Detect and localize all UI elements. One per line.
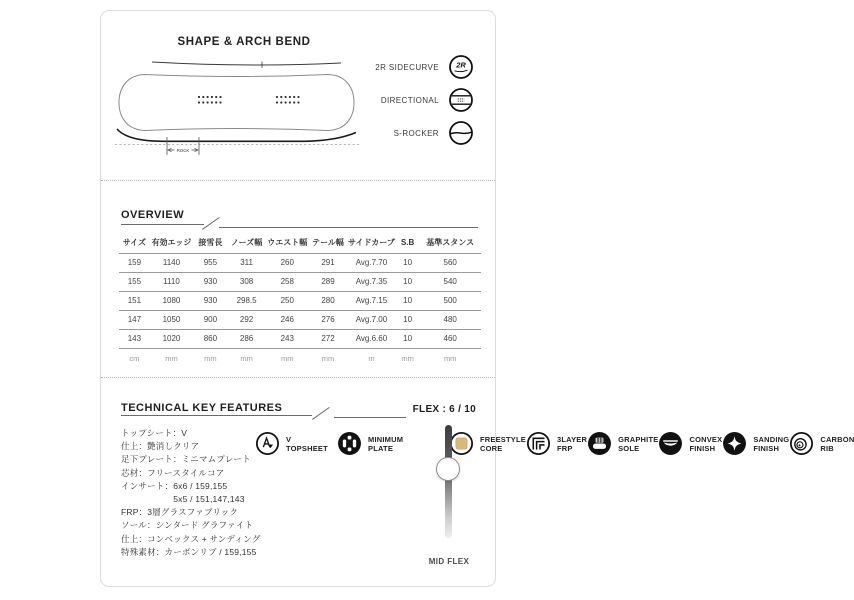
unit-cell: mm — [321, 353, 335, 363]
feature-convex-finish — [658, 425, 722, 463]
spec-line: FRP：3層グラスファブリック — [121, 507, 239, 518]
table-cell: 900 — [193, 310, 227, 329]
table-cell: 10 — [396, 253, 420, 272]
table-cell: 311 — [228, 253, 266, 272]
spec-line: 足下プレート：ミニマムプレート — [121, 454, 251, 465]
feature-minimum-plate — [337, 425, 449, 463]
feature-label: MINIMUM PLATE — [368, 434, 404, 453]
3layer-frp-icon — [526, 431, 551, 456]
table-row — [119, 310, 481, 329]
table-row — [119, 272, 481, 291]
technical-section-title: TECHNICAL KEY FEATURES — [121, 402, 283, 414]
table-cell: 930 — [193, 291, 227, 310]
s-rocker-icon — [448, 120, 474, 146]
table-cell: 159 — [119, 253, 150, 272]
overview-section-title: OVERVIEW — [121, 209, 185, 221]
table-cell: 1110 — [150, 272, 193, 291]
spec-line: 仕上：コンベックス + サンディング — [121, 533, 261, 544]
table-cell: Avg.7.15 — [347, 291, 396, 310]
table-cell: 147 — [119, 310, 150, 329]
table-cell: 480 — [419, 310, 481, 329]
v-topsheet-icon — [255, 431, 280, 456]
insert-holes — [198, 96, 300, 104]
table-cell: 500 — [419, 291, 481, 310]
column-header: テール幅 — [309, 233, 347, 253]
badge-label: 2R SIDECURVE — [375, 62, 439, 72]
spec-sheet-card — [100, 10, 854, 587]
column-header: 接雪長 — [193, 233, 227, 253]
column-header: サイドカーブ — [347, 233, 396, 253]
unit-cell: mm — [165, 353, 178, 363]
badge-label: DIRECTIONAL — [380, 95, 439, 105]
feature-label: V TOPSHEET — [286, 434, 328, 453]
directional-icon — [448, 87, 474, 113]
spec-line: 特殊素材：カーボンリブ / 159,155 — [121, 546, 257, 557]
table-cell: 243 — [266, 329, 309, 348]
table-cell: 930 — [193, 272, 227, 291]
snowboard-diagram — [109, 51, 369, 166]
feature-label: 3LAYER FRP — [556, 434, 588, 453]
rock-dimension-label: ROCK — [176, 147, 190, 153]
table-cell: 1050 — [150, 310, 193, 329]
feature-graphite-sole — [587, 425, 658, 463]
column-header: S.B — [396, 233, 420, 253]
title-rule — [334, 417, 406, 418]
unit-cell: mm — [281, 353, 294, 363]
table-cell: 250 — [266, 291, 309, 310]
table-cell: 540 — [419, 272, 481, 291]
spec-line: 仕上：艶消しクリア — [121, 441, 200, 452]
table-cell: 1080 — [150, 291, 193, 310]
section-divider — [101, 180, 495, 181]
title-rule — [121, 415, 312, 416]
flex-meter-knob — [436, 457, 460, 481]
table-cell: 260 — [266, 253, 309, 272]
unit-cell: cm — [129, 353, 140, 363]
table-cell: Avg.7.00 — [347, 310, 396, 329]
flex-rating-label: FLEX : 6 / 10 — [412, 404, 476, 415]
minimum-plate-icon — [337, 431, 362, 456]
table-cell: 289 — [309, 272, 347, 291]
feature-sanding-finish — [722, 425, 789, 463]
flex-meter-bar — [445, 425, 452, 538]
table-cell: 955 — [193, 253, 227, 272]
feature-label: SANDING FINISH — [753, 434, 790, 453]
shape-section-title: SHAPE & ARCH BEND — [177, 36, 311, 48]
table-cell: 10 — [396, 291, 420, 310]
table-cell: 276 — [309, 310, 347, 329]
table-cell: 258 — [266, 272, 309, 291]
sanding-finish-icon — [722, 431, 747, 456]
board-outline — [119, 75, 354, 131]
section-divider — [101, 377, 495, 378]
table-cell: 10 — [396, 272, 420, 291]
title-slash — [202, 217, 220, 230]
spec-line: インサート：6x6 / 159,155 — [121, 480, 228, 491]
table-cell: 246 — [266, 310, 309, 329]
table-cell: Avg.7.70 — [347, 253, 396, 272]
unit-cell: mm — [204, 353, 217, 363]
title-rule — [219, 227, 478, 228]
spec-line: 芯材：フリースタイルコア — [121, 467, 225, 478]
freestyle-core-icon — [449, 431, 474, 456]
column-header: 有効エッジ — [150, 233, 193, 253]
table-cell: 308 — [228, 272, 266, 291]
title-slash — [312, 407, 330, 420]
table-cell: 1020 — [150, 329, 193, 348]
table-cell: 292 — [228, 310, 266, 329]
table-cell: 860 — [193, 329, 227, 348]
badge-s-rocker — [394, 120, 474, 146]
spec-line: ソール：シンタード グラファイト — [121, 520, 254, 531]
feature-icon-grid — [255, 425, 854, 463]
feature-v-topsheet — [255, 425, 337, 463]
table-cell: 291 — [309, 253, 347, 272]
feature-carbon-rib — [789, 425, 854, 463]
badge-2r-sidecurve — [375, 54, 474, 80]
units-row — [119, 348, 481, 367]
rocker-profile — [117, 129, 356, 141]
table-cell: 143 — [119, 329, 150, 348]
feature-label: CONVEX FINISH — [689, 434, 723, 453]
mid-flex-label: MID FLEX — [428, 557, 470, 566]
spec-line: トップシート：V — [121, 428, 188, 438]
table-cell: 10 — [396, 329, 420, 348]
size-spec-table — [119, 233, 481, 367]
carbon-rib-icon — [789, 431, 814, 456]
graphite-sole-icon — [587, 431, 612, 456]
title-rule — [121, 224, 204, 225]
badge-directional — [381, 87, 474, 113]
table-cell: Avg.7.35 — [347, 272, 396, 291]
table-cell: 298.5 — [228, 291, 266, 310]
table-cell: 155 — [119, 272, 150, 291]
sidecut-arc — [152, 62, 341, 65]
unit-cell: mm — [401, 353, 414, 363]
unit-cell: mm — [443, 353, 457, 363]
feature-label: FREESTYLE CORE — [480, 434, 526, 453]
table-cell: 1140 — [150, 253, 193, 272]
table-cell: 460 — [419, 329, 481, 348]
table-header-row — [119, 233, 481, 253]
table-cell: Avg.6.60 — [347, 329, 396, 348]
2r-sidecurve-icon — [448, 54, 474, 80]
column-header: 基準スタンス — [419, 233, 481, 253]
feature-label: CARBON RIB — [820, 434, 854, 453]
column-header: ウエスト幅 — [266, 233, 309, 253]
column-header: ノーズ幅 — [228, 233, 266, 253]
unit-cell: mm — [240, 353, 253, 363]
spec-line: 5x5 / 151,147,143 — [121, 494, 245, 505]
svg-text:2R: 2R — [456, 60, 466, 70]
feature-label: GRAPHITE SOLE — [618, 434, 659, 453]
spec-text-list — [121, 427, 260, 559]
table-cell: 286 — [228, 329, 266, 348]
table-cell: 151 — [119, 291, 150, 310]
table-cell: 560 — [419, 253, 481, 272]
feature-3layer-frp — [526, 425, 587, 463]
unit-cell: m — [368, 353, 375, 363]
column-header: サイズ — [119, 233, 150, 253]
convex-finish-icon — [658, 431, 683, 456]
table-row — [119, 329, 481, 348]
table-cell: 10 — [396, 310, 420, 329]
table-cell: 272 — [309, 329, 347, 348]
table-cell: 280 — [309, 291, 347, 310]
feature-freestyle-core — [449, 425, 526, 463]
table-row — [119, 253, 481, 272]
table-row — [119, 291, 481, 310]
badge-label: S-ROCKER — [393, 128, 439, 138]
